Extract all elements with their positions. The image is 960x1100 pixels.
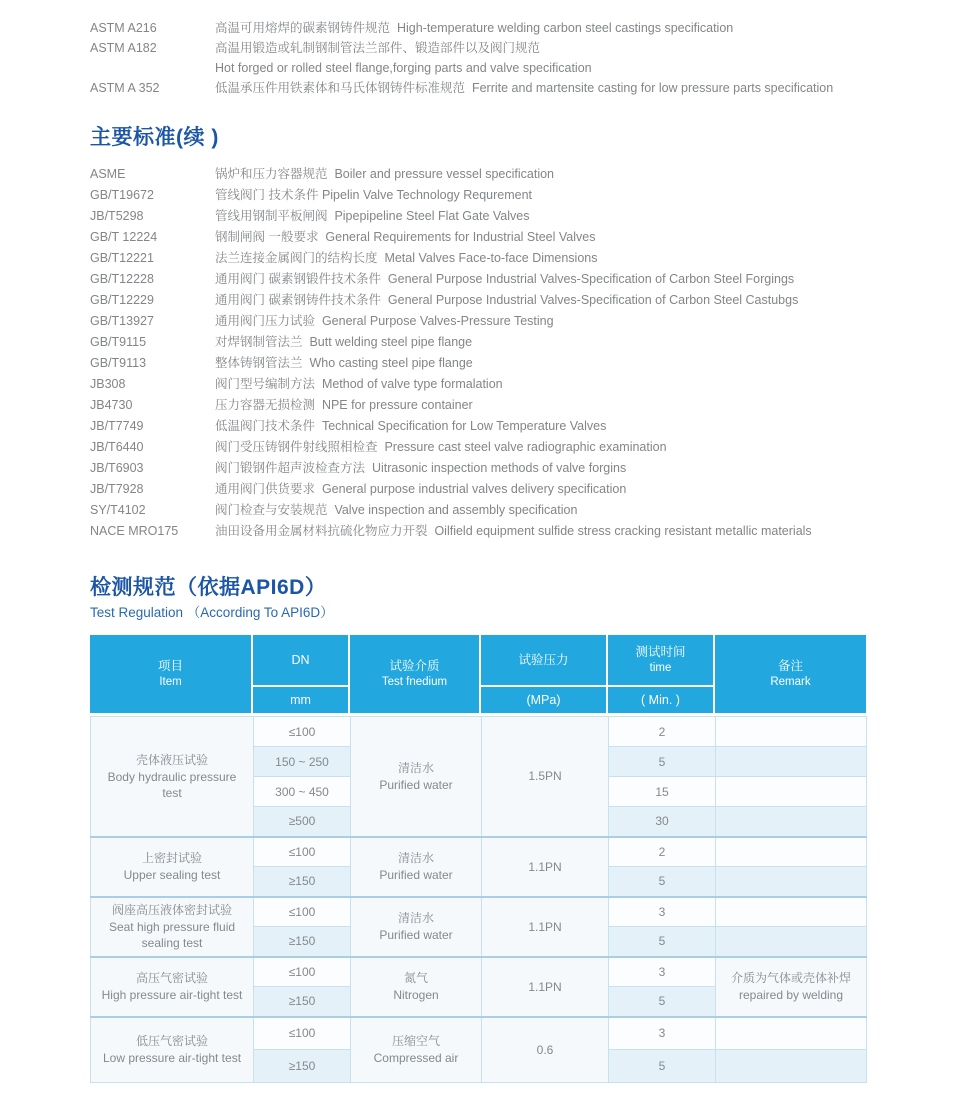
list-item [90,395,870,416]
list-item [90,458,870,479]
medium-cell [351,1017,482,1083]
header-remark [715,635,866,713]
pressure-cell: 0.6 [482,1017,609,1083]
standard-description: 通用阀门 碳素钢铸件技术条件 General Purpose Industrial Valves-Specification of Carbon Steel Castubgs [215,293,799,307]
main-standards-list [90,164,870,542]
item-cell [91,1017,254,1083]
dn-cell: 150 ~ 250 [254,747,351,777]
standard-description: 整体铸钢管法兰 Who casting steel pipe flange [215,356,473,370]
test-table-header [90,635,866,713]
standard-description: 通用阀门压力试验 General Purpose Valves-Pressure Testing [215,314,554,328]
remark-cell [716,957,867,1017]
time-cell: 5 [609,927,716,957]
standard-code: GB/T12221 [90,251,154,265]
pressure-cell: 1.1PN [482,957,609,1017]
medium-cell [351,897,482,957]
header-time [608,635,713,685]
standard-description: 压力容器无损检测 NPE for pressure container [215,398,473,412]
standard-description: 通用阀门供货要求 General purpose industrial valves delivery specification [215,482,627,496]
header-pressure [481,635,606,685]
medium-en: Nitrogen [393,988,439,1002]
table-row [91,957,867,987]
header-remark-cn: 备注 [777,659,803,673]
list-item [90,78,870,98]
remark-cn: 介质为气体或壳体补焊 [730,971,851,985]
medium-cell [351,717,482,837]
section-test-regulation [90,574,870,622]
standard-description: 阀门检查与安装规范 Valve inspection and assembly specification [215,503,578,517]
remark-en: repaired by welding [738,988,844,1002]
header-pressure-cn: 试验压力 [518,652,569,667]
standard-description: 阀门型号编制方法 Method of valve type formalation [215,377,503,391]
standard-description: Hot forged or rolled steel flange,forging parts and valve specification [215,61,592,75]
item-cell [91,717,254,837]
pressure-cell: 1.5PN [482,717,609,837]
list-item [90,311,870,332]
medium-cn: 清洁水 [397,911,434,925]
header-item-cn: 项目 [157,659,183,673]
table-row [91,717,867,747]
header-dn [253,635,348,685]
item-cell [91,837,254,897]
remark-cell [716,927,867,957]
medium-cell [351,957,482,1017]
medium-en: Compressed air [373,1051,459,1066]
item-cell [91,897,254,957]
time-cell: 5 [609,867,716,897]
header-item-en: Item [159,676,182,688]
table-row [91,897,867,927]
item-cn: 高压气密试验 [135,971,208,985]
list-item [90,227,870,248]
standard-code: GB/T13927 [90,314,154,328]
standard-code: GB/T 12224 [90,230,158,244]
item-cell [91,957,254,1017]
header-medium-cn: 试验介质 [389,659,440,673]
list-item [90,332,870,353]
remark-cell [716,747,867,777]
standard-description: 法兰连接金属阀门的结构长度 Metal Valves Face-to-face Dimensions [215,251,598,265]
header-time-unit [608,687,713,713]
standard-code: JB/T5298 [90,209,144,223]
medium-en: Purified water [379,868,453,882]
test-table-body [90,716,867,1083]
list-item [90,290,870,311]
standard-description: 高温用锻造或轧制钢制管法兰部件、锻造部件以及阀门规范 [215,41,541,55]
dn-cell: ≤100 [254,837,351,867]
standard-code: NACE MRO175 [90,524,179,538]
item-en: Upper sealing test [123,868,221,882]
list-item [90,416,870,437]
standard-code: ASTM A182 [90,41,157,55]
remark-cell [716,807,867,837]
pressure-cell: 1.1PN [482,897,609,957]
standard-code: GB/T9115 [90,335,147,349]
time-cell: 3 [609,1017,716,1050]
standard-code: JB/T6903 [90,461,144,475]
list-item [90,437,870,458]
standard-description: 低温承压件用铁素体和马氏体钢铸件标准规范 Ferrite and martensite casting for low pressure parts specification [215,81,834,95]
standard-code: JB/T7928 [90,482,144,496]
remark-cell [716,717,867,747]
item-en: Body hydraulic pressure test [107,769,237,800]
list-item [90,248,870,269]
time-cell: 2 [609,717,716,747]
standard-code: GB/T12228 [90,272,154,286]
time-cell: 30 [609,807,716,837]
item-cn: 上密封试验 [141,851,202,865]
item-en: Low pressure air-tight test [102,1051,242,1066]
standard-description: 钢制闸阀 一般要求 General Requirements for Industrial Steel Valves [215,230,596,244]
time-cell: 5 [609,987,716,1017]
remark-cell [716,837,867,867]
astm-standards-list [90,18,870,98]
medium-en: Purified water [379,777,453,792]
remark-cell [716,897,867,927]
header-medium-en: Test fnedium [381,676,448,688]
table-row [91,1017,867,1050]
dn-cell: ≥150 [254,1050,351,1083]
standard-description: 锅炉和压力容器规范 Boiler and pressure vessel specification [215,167,555,181]
header-time-unit-label: ( Min. ) [641,692,680,707]
dn-cell: ≥150 [254,927,351,957]
medium-cn: 清洁水 [397,760,434,775]
remark-cell [716,777,867,807]
list-item [90,38,870,58]
list-item [90,185,870,206]
section-subtitle: Test Regulation （According To API6D） [90,605,334,620]
pressure-cell: 1.1PN [482,837,609,897]
time-cell: 15 [609,777,716,807]
dn-cell: ≤100 [254,1017,351,1050]
medium-cn: 清洁水 [397,851,434,865]
list-item [90,58,870,78]
standard-description: 阀门锻钢件超声波检查方法 Uitrasonic inspection methods of valve forgins [215,461,627,475]
header-medium [350,635,479,713]
section-title: 检测规范（依据API6D） [90,576,327,599]
header-pressure-unit-label: (MPa) [526,692,561,707]
standard-code: JB308 [90,377,126,391]
standard-description: 对焊钢制管法兰 Butt welding steel pipe flange [215,335,473,349]
time-cell: 2 [609,837,716,867]
header-pressure-unit [481,687,606,713]
header-dn-unit-label: mm [290,692,311,707]
medium-cn: 压缩空气 [391,1034,440,1049]
dn-cell: 300 ~ 450 [254,777,351,807]
standard-code: JB/T7749 [90,419,144,433]
section-title: 主要标准(续 ) [90,126,219,149]
standard-code: GB/T19672 [90,188,154,202]
standard-code: GB/T9113 [90,356,147,370]
standard-code: GB/T12229 [90,293,154,307]
header-remark-en: Remark [770,676,811,688]
item-cn: 低压气密试验 [135,1034,208,1049]
header-item [90,635,251,713]
dn-cell: ≥150 [254,867,351,897]
standard-description: 管线用钢制平板闸阀 Pipepipeline Steel Flat Gate Valves [215,209,530,223]
standard-code: ASTM A216 [90,21,157,35]
time-cell: 5 [609,1050,716,1083]
remark-cell [716,1050,867,1083]
time-cell: 3 [609,897,716,927]
medium-en: Purified water [379,928,453,942]
dn-cell: ≤100 [254,717,351,747]
dn-cell: ≥150 [254,987,351,1017]
header-time-en: time [649,662,672,674]
list-item [90,479,870,500]
header-dn-unit [253,687,348,713]
standard-description: 低温阀门技术条件 Technical Specification for Low Temperature Valves [215,419,607,433]
standard-code: SY/T4102 [90,503,146,517]
list-item [90,374,870,395]
item-cn: 壳体液压试验 [135,752,208,767]
standard-description: 阀门受压铸钢件射线照相检查 Pressure cast steel valve radiographic examination [215,440,667,454]
list-item [90,521,870,542]
item-cn: 阀座高压液体密封试验 [111,903,232,917]
medium-cn: 氮气 [403,971,428,985]
dn-cell: ≥500 [254,807,351,837]
time-cell: 5 [609,747,716,777]
time-cell: 3 [609,957,716,987]
list-item [90,206,870,227]
standard-code: JB4730 [90,398,133,412]
list-item [90,353,870,374]
standard-description: 油田设备用金属材料抗硫化物应力开裂 Oilfield equipment sulfide stress cracking resistant metallic materials [215,524,812,538]
header-time-cn: 测试时间 [635,645,686,659]
header-dn-label: DN [291,652,310,667]
medium-cell [351,837,482,897]
item-en: Seat high pressure fluid sealing test [108,920,236,950]
remark-cell [716,867,867,897]
standard-code: ASME [90,167,126,181]
dn-cell: ≤100 [254,897,351,927]
table-row [91,837,867,867]
list-item [90,164,870,185]
standard-description: 高温可用熔焊的碳素钢铸件规范 High-temperature welding carbon steel castings specification [215,21,734,35]
standard-code: JB/T6440 [90,440,144,454]
item-en: High pressure air-tight test [101,988,243,1002]
standard-description: 通用阀门 碳素钢锻件技术条件 General Purpose Industrial Valves-Specification of Carbon Steel Forgings [215,272,795,286]
standard-description: 管线阀门 技术条件 Pipelin Valve Technology Requrement [215,188,533,202]
list-item [90,18,870,38]
list-item [90,269,870,290]
remark-cell [716,1017,867,1050]
dn-cell: ≤100 [254,957,351,987]
section-main-standards [90,124,870,152]
list-item [90,500,870,521]
standard-code: ASTM A 352 [90,81,160,95]
